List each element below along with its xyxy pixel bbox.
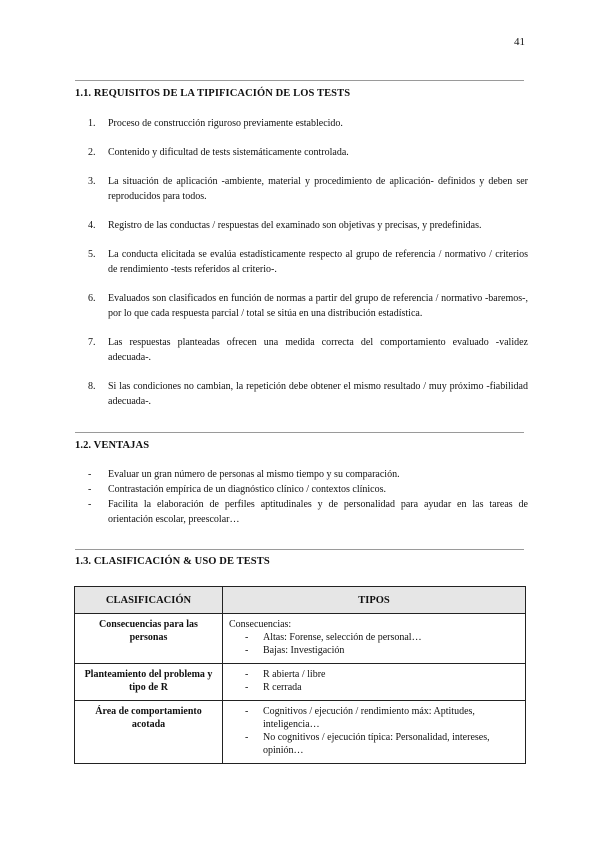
list-item: - No cognitivos / ejecución típica: Personalidad, intereses, opinión… bbox=[245, 732, 490, 756]
table-header-clasificacion: CLASIFICACIÓN bbox=[75, 587, 223, 614]
row-types bbox=[223, 701, 526, 764]
table-row bbox=[75, 664, 526, 701]
list-item: 6. Evaluados son clasificados en función de normas a partir del grupo de referencia / normativo -baremos-, por lo que cada respuesta parcial / total se sitúa en una distribución estadística. bbox=[88, 293, 528, 319]
list-item: - Cognitivos / ejecución / rendimiento máx: Aptitudes, inteligencia… bbox=[245, 706, 475, 730]
page-number: 41 bbox=[514, 36, 525, 48]
list-item: - Bajas: Investigación bbox=[245, 645, 345, 656]
row-types bbox=[223, 614, 526, 664]
section-divider bbox=[75, 432, 524, 433]
row-label: Área de comportamiento acotada bbox=[75, 701, 223, 764]
section-heading-requisitos: 1.1. REQUISITOS DE LA TIPIFICACIÓN DE LOS TESTS bbox=[75, 88, 351, 99]
list-item: 5. La conducta elicitada se evalúa estadísticamente respecto al grupo de referencia / normativo / criterios de rendimiento -tests referidos al criterio-. bbox=[88, 249, 528, 275]
section-divider bbox=[75, 549, 524, 550]
list-item: 7. Las respuestas planteadas ofrecen una medida correcta del comportamiento evaluado -validez adecuada-. bbox=[88, 337, 528, 363]
table-row bbox=[75, 701, 526, 764]
row-label: Consecuencias para las personas bbox=[75, 614, 223, 664]
classification-table bbox=[74, 586, 526, 764]
section-divider bbox=[75, 80, 524, 81]
list-item: - R cerrada bbox=[245, 682, 302, 693]
list-item: - Evaluar un gran número de personas al mismo tiempo y su comparación. bbox=[88, 469, 400, 480]
row-intro: Consecuencias: bbox=[229, 619, 292, 630]
table-header-tipos: TIPOS bbox=[223, 587, 526, 614]
list-item: 8. Si las condiciones no cambian, la repetición debe obtener el mismo resultado / muy próximo -fiabilidad adecuada-. bbox=[88, 381, 528, 407]
section-heading-clasificacion: 1.3. CLASIFICACIÓN & USO DE TESTS bbox=[75, 556, 270, 567]
list-item: 1. Proceso de construcción riguroso previamente establecido. bbox=[88, 118, 343, 129]
section-heading-ventajas: 1.2. VENTAJAS bbox=[75, 440, 150, 451]
table-header-row bbox=[75, 587, 526, 614]
list-item: 2. Contenido y dificultad de tests sistemáticamente controlada. bbox=[88, 147, 349, 158]
row-types bbox=[223, 664, 526, 701]
list-item: 3. La situación de aplicación -ambiente, material y procedimiento de aplicación- definidos y deben ser reproducidos para todos. bbox=[88, 176, 528, 202]
list-item: 4. Registro de las conductas / respuestas del examinado son objetivas y precisas, y predefinidas. bbox=[88, 220, 482, 231]
list-item: - Contrastación empírica de un diagnóstico clínico / contextos clínicos. bbox=[88, 484, 386, 495]
row-label: Planteamiento del problema y tipo de R bbox=[75, 664, 223, 701]
ventajas-list bbox=[88, 467, 528, 527]
list-item: - R abierta / libre bbox=[245, 669, 326, 680]
table-row bbox=[75, 614, 526, 664]
list-item: - Altas: Forense, selección de personal… bbox=[245, 632, 422, 643]
requisitos-list bbox=[88, 116, 528, 423]
list-item: - Facilita la elaboración de perfiles aptitudinales y de personalidad para ayudar en las tareas de orientación escolar, preescolar… bbox=[88, 499, 528, 525]
